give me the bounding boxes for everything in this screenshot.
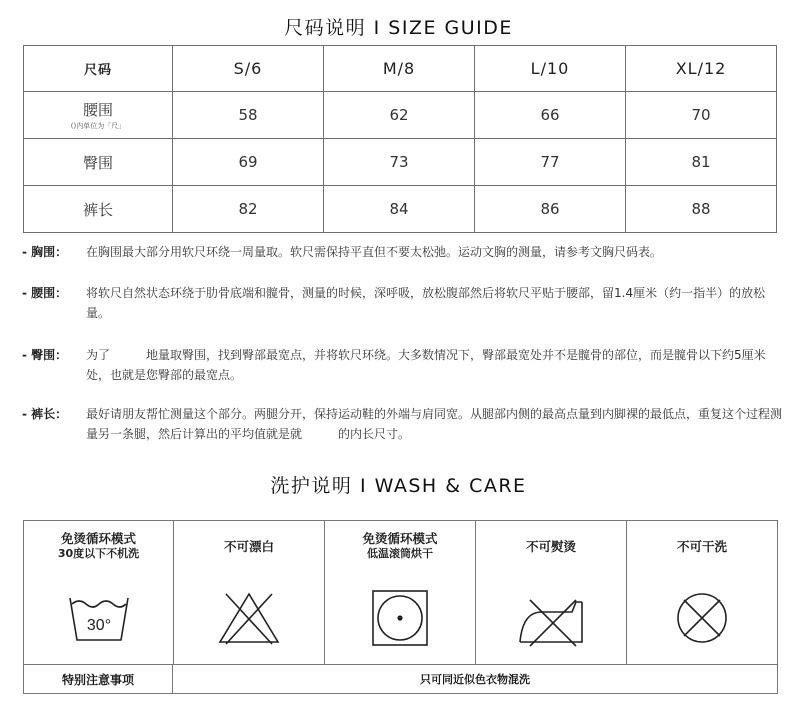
no-bleach-icon — [214, 588, 284, 648]
no-iron-icon — [516, 588, 586, 648]
no-dry-clean-icon — [667, 588, 737, 648]
row-label-hip: 臀围 — [24, 139, 173, 186]
care-item-label: 不可干洗 — [676, 538, 727, 554]
note-hip-key: - 臀围： — [22, 348, 68, 362]
table-cell: 84 — [324, 186, 475, 233]
note-hip-text: 为了 地量取臀围，找到臀部最宽点，并将软尺环绕。大多数情况下，臀部最宽处并不是髋骨的部位，而是髋骨以下约5厘米处，也就是您臀部的最宽点。 — [86, 348, 766, 382]
table-cell: 58 — [173, 92, 324, 139]
table-cell: 70 — [626, 92, 777, 139]
table-row-waist — [24, 92, 777, 139]
care-title: 洗护说明 I WASH & CARE — [270, 475, 527, 497]
tumble-dry-low-icon — [365, 588, 435, 648]
note-chest — [22, 242, 784, 262]
note-chest-key: - 胸围： — [22, 245, 68, 259]
note-waist-text: 将软尺自然状态环绕于肋骨底端和髋骨，测量的时候，深呼吸，放松腹部然后将软尺平贴于腰部，留1.4厘米（约一指半）的放松量。 — [86, 286, 766, 320]
care-footer-row — [24, 665, 777, 693]
size-table — [23, 45, 777, 233]
care-item-label: 不可熨烫 — [525, 538, 576, 554]
note-waist — [22, 283, 784, 323]
care-footer-text: 只可同近似色衣物混洗 — [420, 673, 530, 686]
care-item-label: 免烫循环模式 — [60, 531, 136, 546]
size-header-row — [24, 46, 777, 92]
table-row-length — [24, 186, 777, 233]
table-cell: 77 — [475, 139, 626, 186]
waist-label: 腰围 — [82, 101, 113, 119]
row-label-length: 裤长 — [24, 186, 173, 233]
table-row-hip — [24, 139, 777, 186]
table-cell: 73 — [324, 139, 475, 186]
header-size-xl: XL/12 — [626, 46, 777, 92]
header-size-m: M/8 — [324, 46, 475, 92]
table-cell: 82 — [173, 186, 324, 233]
care-item-dry — [325, 521, 476, 664]
table-cell: 86 — [475, 186, 626, 233]
header-size-label: 尺码 — [24, 46, 173, 92]
care-item-wash — [24, 521, 174, 664]
size-guide-title: 尺码说明 I SIZE GUIDE — [284, 17, 513, 39]
header-size-l: L/10 — [475, 46, 626, 92]
note-waist-key: - 腰围： — [22, 286, 68, 300]
care-item-dryclean — [627, 521, 777, 664]
care-symbols-row — [24, 521, 777, 665]
care-item-iron — [476, 521, 627, 664]
note-inseam — [22, 404, 784, 444]
wash-30-icon — [64, 588, 134, 648]
row-label-waist — [24, 92, 173, 139]
care-footer-label: 特别注意事项 — [24, 665, 173, 693]
care-table — [23, 520, 778, 694]
care-item-label: 免烫循环模式 — [362, 531, 438, 546]
care-item-sublabel: 低温滚筒烘干 — [367, 547, 433, 560]
wash-temp-label: 30° — [86, 617, 111, 634]
care-item-bleach — [174, 521, 325, 664]
note-hip — [22, 345, 784, 385]
table-cell: 62 — [324, 92, 475, 139]
note-inseam-text: 最好请朋友帮忙测量这个部分。两腿分开，保持运动鞋的外端与肩同宽。从腿部内侧的最高点量到内脚裸的最低点，重复这个过程测量另一条腿，然后计算出的平均值就是就 的内长尺寸。 — [86, 407, 783, 441]
care-item-label: 不可漂白 — [223, 538, 274, 554]
care-item-sublabel: 30度以下不机洗 — [57, 547, 140, 560]
table-cell: 81 — [626, 139, 777, 186]
note-inseam-key: - 裤长： — [22, 407, 68, 421]
table-cell: 69 — [173, 139, 324, 186]
waist-unit-note: ()内单位为「尺」 — [70, 122, 126, 130]
header-size-s: S/6 — [173, 46, 324, 92]
note-chest-text: 在胸围最大部分用软尺环绕一周量取。软尺需保持平直但不要太松弛。运动文胸的测量，请参考文胸尺码表。 — [86, 245, 663, 259]
table-cell: 88 — [626, 186, 777, 233]
table-cell: 66 — [475, 92, 626, 139]
